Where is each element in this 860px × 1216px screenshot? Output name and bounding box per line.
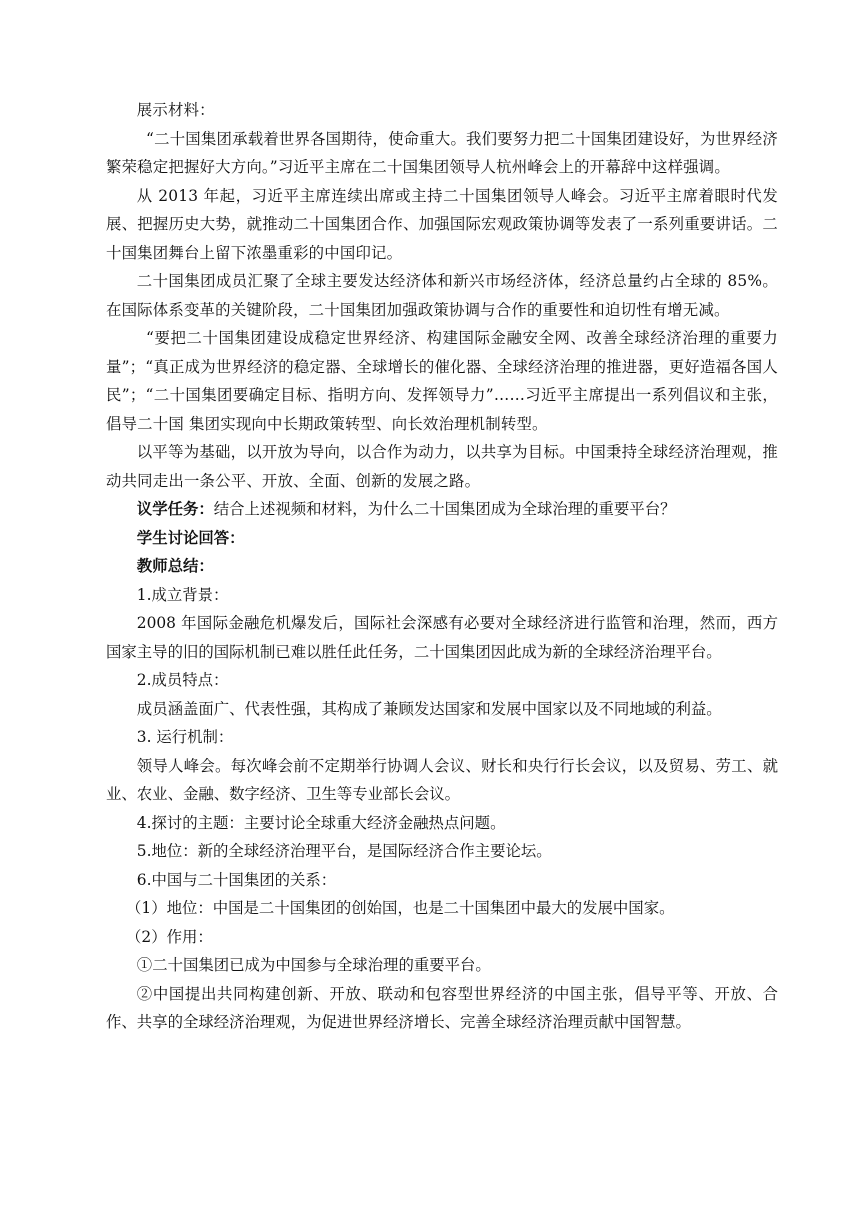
section-text: 2008 年国际金融危机爆发后，国际社会深感有必要对全球经济进行监管和治理，然而，西方国家主导的旧的国际机制已难以胜任此任务，二十国集团因此成为新的全球经济治理平台。 (106, 614, 778, 661)
material-paragraph: 二十国集团成员汇聚了全球主要发达经济体和新兴市场经济体，经济总量约占全球的 85%。在国际体系变革的关键阶段，二十国集团加强政策协调与合作的重要性和迫切性有增无减。 (106, 272, 778, 319)
material-paragraph: 从 2013 年起，习近平主席连续出席或主持二十国集团领导人峰会。习近平主席着眼时代发展、把握历史大势，就推动二十国集团合作、加强国际宏观政策协调等发表了一系列重要讲话。二十国集团舞台上留下浓墨重彩的中国印记。 (106, 186, 778, 262)
material-label: 展示材料： (136, 101, 215, 119)
material-paragraph: “要把二十国集团建设成稳定世界经济、构建国际金融安全网、改善全球经济治理的重要力量”；“真正成为世界经济的稳定器、全球增长的催化器、全球经济治理的推进器，更好造福各国人民”；“二十国集团要确定目标、指明方向、发挥领导力”……习近平主席提出一系列倡议和主张，倡导二十国 集团实现向中长期政策转型、向长效治理机制转型。 (106, 329, 778, 433)
section-heading: 1.成立背景： (136, 585, 229, 604)
summary-label: 教师总结： (136, 557, 214, 575)
section-item: 4.探讨的主题：主要讨论全球重大经济金融热点问题。 (136, 813, 506, 832)
material-paragraph: 以平等为基础，以开放为导向，以合作为动力，以共享为目标。中国秉持全球经济治理观，推动共同走出一条公平、开放、全面、创新的发展之路。 (106, 443, 778, 490)
section-text: 成员涵盖面广、代表性强，其构成了兼顾发达国家和发展中国家以及不同地域的利益。 (136, 699, 722, 718)
section-heading: 2.成员特点： (136, 671, 229, 689)
section-subpoint: （1）地位：中国是二十国集团的创始国，也是二十国集团中最大的发展中国家。 (126, 899, 675, 917)
task-line (106, 495, 778, 524)
task-text: 结合上述视频和材料，为什么二十国集团成为全球治理的重要平台？ (213, 500, 676, 518)
section-subpoint: ①二十国集团已成为中国参与全球治理的重要平台。 (136, 956, 491, 974)
section-heading: 3. 运行机制： (136, 728, 234, 746)
discussion-label: 学生讨论回答： (136, 528, 245, 547)
section-text: 领导人峰会。每次峰会前不定期举行协调人会议、财长和央行行长会议，以及贸易、劳工、就业、农业、金融、数字经济、卫生等专业部长会议。 (106, 756, 778, 803)
document-body (106, 96, 778, 1037)
task-label: 议学任务： (136, 500, 214, 518)
section-heading: 6.中国与二十国集团的关系： (136, 870, 337, 889)
section-subpoint: （2）作用： (126, 927, 213, 946)
section-subpoint: ②中国提出共同构建创新、开放、联动和包容型世界经济的中国主张，倡导平等、开放、合作、共享的全球经济治理观，为促进世界经济增长、完善全球经济治理贡献中国智慧。 (106, 984, 778, 1031)
material-paragraph: “二十国集团承载着世界各国期待，使命重大。我们要努力把二十国集团建设好，为世界经济繁荣稳定把握好大方向。”习近平主席在二十国集团领导人杭州峰会上的开幕辞中这样强调。 (106, 129, 778, 176)
section-item: 5.地位：新的全球经济治理平台，是国际经济合作主要论坛。 (136, 842, 552, 860)
